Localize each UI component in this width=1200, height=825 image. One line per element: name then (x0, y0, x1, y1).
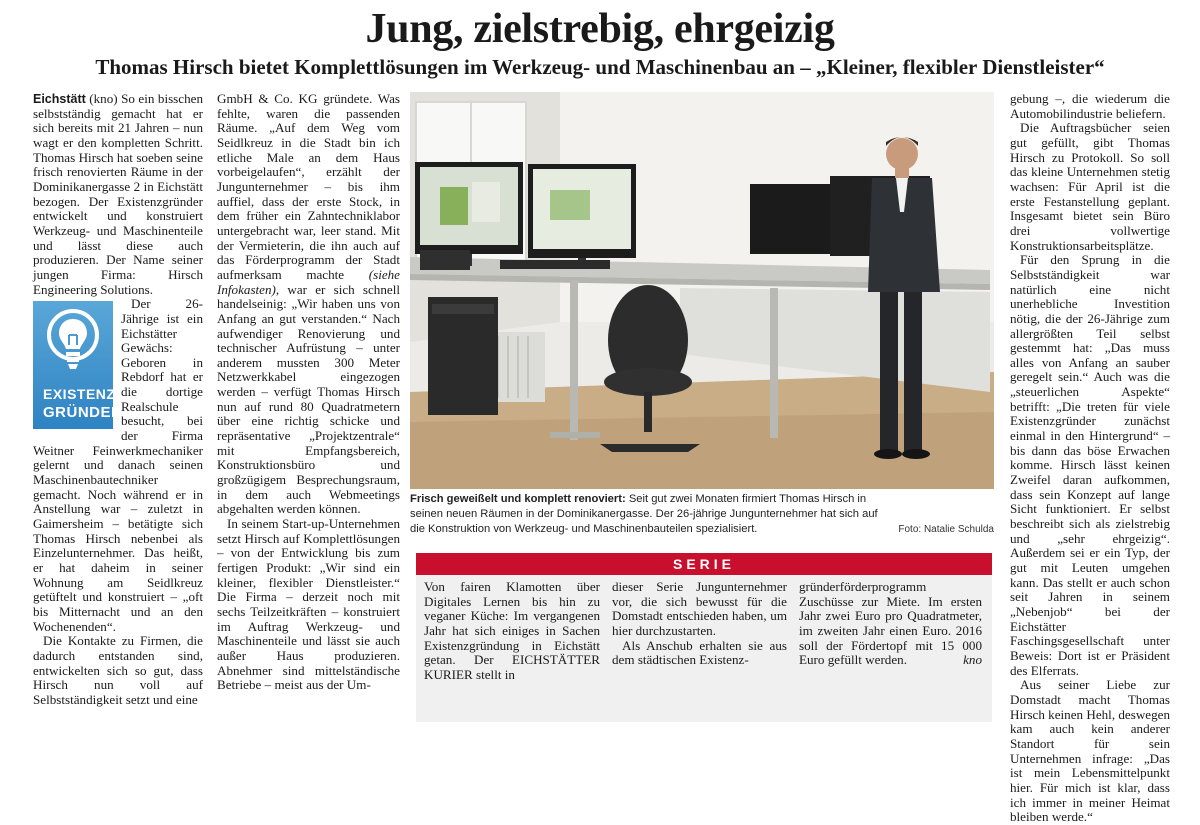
paragraph: Für den Sprung in die Selbstständigkeit war natürlich eine nicht unerhebliche Investition nötig, die der 26-Jährige zum allergrößten Teil selbst gestemmt hat: „Das muss alles von Anfang an sauber geregelt sein.“ Auch was die „steuerlichen Aspekte“ betrifft: „Die treten für viele Existenzgründer zunächst einmal in den Hintergrund“ – bis dann das böse Erwachen komme. Hirsch lässt keinen Zweifel daran aufkommen, dass sein Konzept auf lange Sicht funktioniert. Er selbst beschreibt sich als zielstrebig und „sehr ehrgeizig“. Außerdem sei er ein Typ, der gut mit Leuten umgehen kann. Das stellt er auch schon seit Jahren in seinem „Nebenjob“ bei der Eichstätter Faschingsgesellschaft unter Beweis: Dort ist er Präsident des Elferrats. (1010, 252, 1170, 678)
caption-lead: Frisch geweißelt und komplett renoviert: (410, 493, 626, 505)
office-photo (410, 92, 994, 489)
paragraph: Die Kontakte zu Firmen, die dadurch entstanden sind, entwickelten sich so gut, dass Hirsch nun voll auf Selbstständigkeit setzt und eine (33, 633, 203, 707)
author-signature: kno (963, 652, 982, 668)
logo-word-1: EXISTENZ (43, 386, 116, 403)
infobox-reference: (siehe Infokasten) (217, 266, 400, 297)
article-column-1 (33, 91, 203, 707)
photo-caption (410, 492, 994, 537)
caption-text: Seit gut zwei Monaten firmiert Thomas Hirsch in seinen neuen Räumen in der Dominikanergasse. Der 26-jährige Jungunternehmer hat sich auf die Konstruktion von Werkzeug- und Maschinenbauteilen spezialisiert. (410, 493, 878, 535)
headline: Jung, zielstrebig, ehrgeizig (365, 6, 835, 52)
paragraph: gebung –, die wiederum die Automobilindustrie beliefern. (1010, 91, 1170, 121)
paragraph-text: Der 26-Jährige ist ein Eichstätter Gewächs: Geboren in Rebdorf hat er die dortige Realschule besucht, bei der Firma Weitner Feinwerkmechaniker gelernt und danach seinen Maschinenbautechniker gemacht. Noch während er in Anstellung war – zuletzt in Gaimersheim – betätigte sich Thomas Hirsch nebenbei als Einzelunternehmer. Das heißt, er hat daheim in seiner Wohnung am Seidlkreuz getüftelt und konstruiert – „oft bis Mitternacht und an den Wochenenden“. (33, 296, 203, 634)
lightbulb-icon (47, 309, 99, 383)
office-illustration (410, 92, 994, 489)
paragraph (33, 297, 203, 634)
paragraph: Aus seiner Liebe zur Domstadt macht Thomas Hirsch keinen Hehl, deswegen kam auch kein anderer Standort für sein Unternehmen infrage: „Das ist mein Lebensmittelpunkt hier. Für mich ist klar, dass ich immer in meiner Heimat bleiben werde.“ (1010, 677, 1170, 825)
paragraph: Die Auftragsbücher seien gut gefüllt, gibt Thomas Hirsch zu Protokoll. So soll das kleine Unternehmen stetig wachsen: Für April ist die erste Festanstellung geplant. Insgesamt bietet sein Büro drei vollwertige Konstruktionsarbeitsplätze. (1010, 120, 1170, 253)
paragraph: Von fairen Klamotten über Digitales Lernen bis hin zu veganer Küche: Im vergangenen Jahr hat sich einiges in Sachen Existenzgründung in Eichstätt getan. Der EICHSTÄTTER KURIER stellt in (424, 579, 600, 682)
paragraph-text: , war er sich schnell handelseinig: „Wir haben uns von Anfang an gut verstanden.“ Nach aufwendiger Renovierung und technischer Aufrüstung – unter anderem mussten 300 Meter Netzwerkkabel eingezogen werden – verfügt Thomas Hirsch nun auf rund 80 Quadratmetern über eine richtig schicke und repräsentative „Projektzentrale“ mit Empfangsbereich, Konstruktionsbüro und großzügigem Besprechungsraum, in dem auch Webmeetings abgehalten werden können. (217, 281, 400, 517)
serie-column-2 (612, 580, 787, 718)
paragraph: In seinem Start-up-Unternehmen setzt Hirsch auf Komplettlösungen – von der Entwicklung bis zum fertigen Produkt: „Wir sind ein kleiner, flexibler Dienstleister.“ Die Firma – derzeit noch mit sechs Teilzeitkräften – konstruiert im Auftrag Werkzeug- und Maschinenteile und lässt sie auch außer Haus produzieren. Abnehmer sind mittelständische Betriebe – meist aus der Um- (217, 516, 400, 693)
paragraph (217, 92, 400, 517)
paragraph-text: (kno) So ein bisschen selbstständig gemacht hat er sich bereits mit 21 Jahren – nun wagt er den kompletten Schritt. Thomas Hirsch hat soeben seine frisch renovierten Räume in der Dominikanergasse 2 in Eichstätt bezogen. Der Existenzgründer entwickelt und konstruiert Werkzeug- und Maschinenteile und lässt diese auch produzieren. Der Name seiner jungen Firma: Hirsch Engineering Solutions. (33, 91, 203, 297)
dateline: Eichstätt (33, 92, 86, 106)
paragraph: Als Anschub erhalten sie aus dem städtischen Existenz- (612, 637, 787, 668)
logo-word-2: GRÜNDER (43, 404, 123, 422)
paragraph (799, 580, 982, 668)
serie-column-1 (424, 580, 600, 718)
existenzgruender-logo (33, 301, 123, 429)
paragraph-text: gründerförderprogramm Zuschüsse zur Miete. Im ersten Jahr zwei Euro pro Quadratmeter, im zweiten Jahr einen Euro. 2016 soll der Fördertopf mit 15 000 Euro gefüllt werden. (799, 579, 982, 668)
paragraph: dieser Serie Jungunternehmer vor, die sich bewusst für die Domstadt entschieden haben, um hier durchzustarten. (612, 579, 787, 638)
paragraph (33, 92, 203, 297)
serie-column-3 (799, 580, 982, 718)
paragraph-text: GmbH & Co. KG gründete. Was fehlte, waren die passenden Räume. „Auf dem Weg vom Seidlkreuz in die Stadt bin ich etliche Male an dem Haus vorbeigelaufen“, erzählt der Jungunternehmer – bis ihm auffiel, dass der erste Stock, in dem früher ein Zahntechniklabor untergebracht war, leer stand. Mit der Vermieterin, die ihn auch auf das Förderprogramm der Stadt aufmerksam machte (217, 91, 400, 282)
serie-banner: SERIE (416, 553, 992, 575)
article-column-3 (1010, 91, 1170, 825)
photo-credit: Foto: Natalie Schulda (898, 524, 994, 535)
article-column-2 (217, 92, 400, 704)
subheadline: Thomas Hirsch bietet Komplettlösungen im Werkzeug- und Maschinenbau an – „Kleiner, flexibler Dienstleister“ (95, 55, 1105, 79)
